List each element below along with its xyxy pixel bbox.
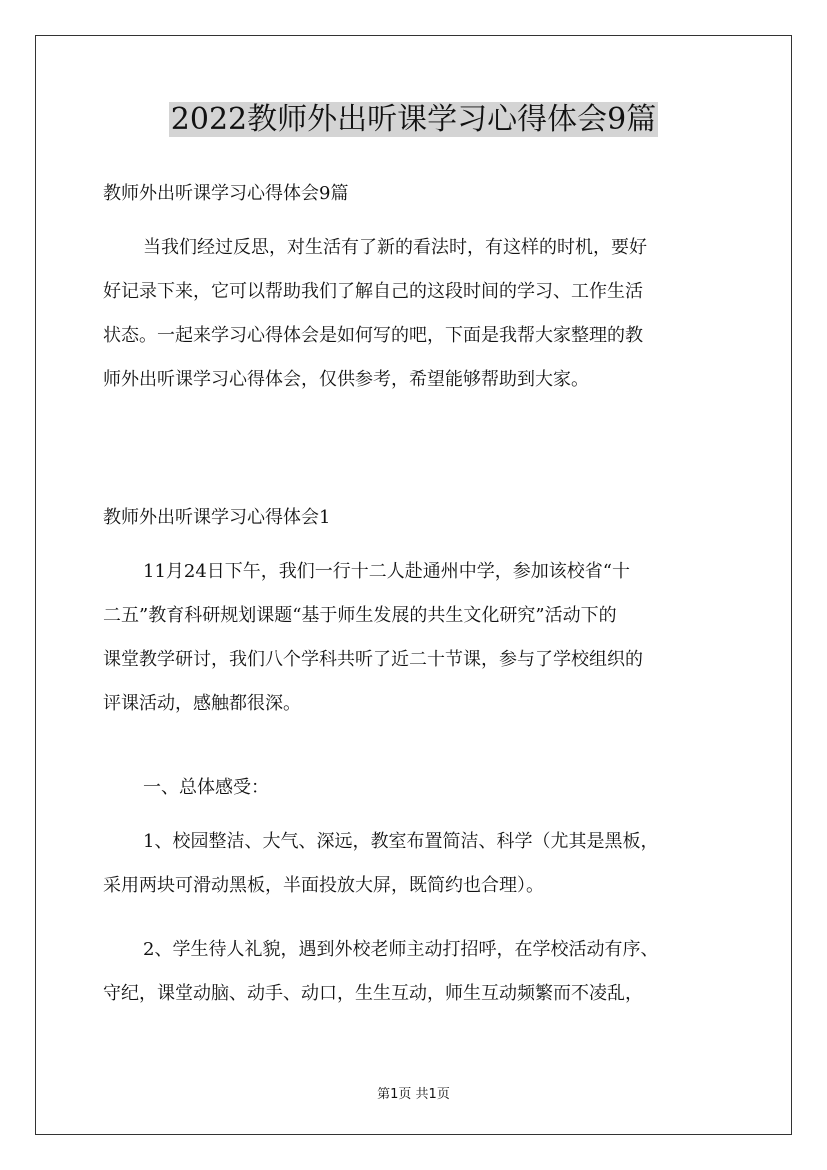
intro-line: 好记录下来，它可以帮助我们了解自己的这段时间的学习、工作生活: [103, 281, 643, 302]
paragraph-line: 评课活动，感触都很深。: [103, 693, 301, 714]
paragraph-line: 采用两块可滑动黑板，半面投放大屏，既简约也合理）。: [103, 875, 544, 896]
intro-line: 状态。一起来学习心得体会是如何写的吧，下面是我帮大家整理的教: [103, 325, 643, 346]
paragraph-line: 课堂教学研讨，我们八个学科共听了近二十节课，参与了学校组织的: [103, 649, 643, 670]
page-footer: 第1页 共1页: [377, 1087, 450, 1102]
paragraph-line: 二五”教育科研规划课题“基于师生发展的共生文化研究”活动下的: [103, 605, 617, 626]
intro-line: 师外出听课学习心得体会，仅供参考，希望能够帮助到大家。: [103, 369, 589, 390]
paragraph-line: 1、校园整洁、大气、深远，教室布置简洁、科学（尤其是黑板，: [143, 831, 659, 852]
subtitle-line: 教师外出听课学习心得体会9篇: [103, 183, 349, 204]
intro-paragraph: [103, 226, 743, 402]
section-heading: [103, 496, 743, 540]
paragraph-line: 守纪，课堂动脑、动手、动口，生生互动，师生互动频繁而不凌乱，: [103, 983, 643, 1004]
document-subtitle: [103, 172, 743, 216]
item-1-paragraph: [103, 820, 743, 908]
document-title-text: 2022教师外出听课学习心得体会9篇: [170, 102, 657, 137]
paragraph-line: 11月24日下午，我们一行十二人赴通州中学，参加该校省“十: [143, 561, 631, 582]
document-title: [0, 100, 827, 140]
intro-line: 当我们经过反思，对生活有了新的看法时，有这样的时机，要好: [143, 237, 647, 258]
section-paragraph-1: [103, 550, 743, 726]
item-2-paragraph: [103, 928, 743, 1016]
overall-heading-line: 一、总体感受：: [143, 777, 269, 798]
overall-heading: [103, 766, 743, 810]
paragraph-line: 2、学生待人礼貌，遇到外校老师主动打招呼，在学校活动有序、: [143, 939, 659, 960]
section-heading-line: 教师外出听课学习心得体会1: [103, 507, 331, 528]
